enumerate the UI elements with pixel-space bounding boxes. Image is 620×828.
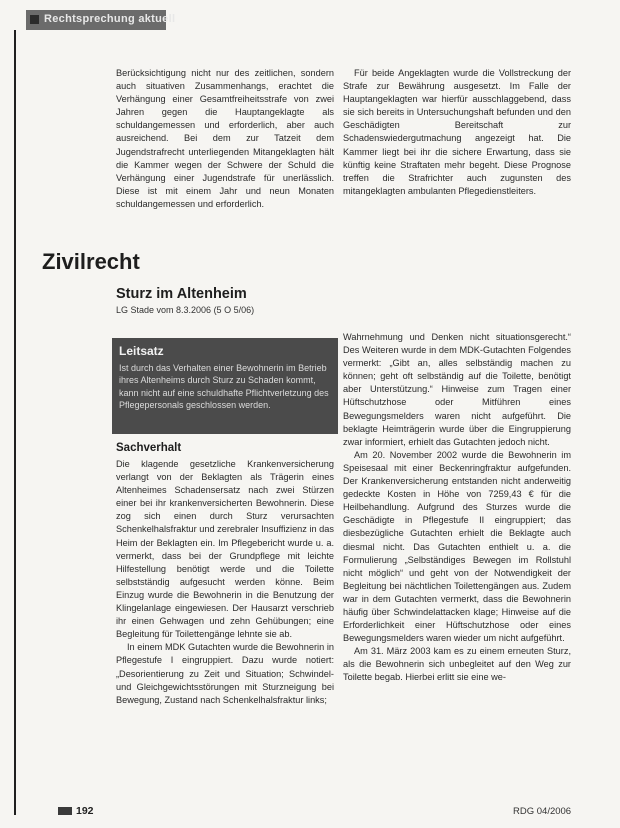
- paragraph: Wahrnehmung und Denken nicht situationsgerecht.“ Des Weiteren wurde in dem MDK-Gutachten Folgendes vermerkt: „Gibt an, alles selbständig machen zu können; geht oft selbständig auf die Toilette, benötigt aber Unterstützung.“ Hinweise zum Tragen einer Hüftschutzhose oder Mitführen eines Bewegungsmelders waren nicht aufgeführt. Die beklagte Heimträgerin wurde über die Eingruppierung zwar informiert, erhielt das Gutachten jedoch nicht.: [343, 332, 571, 447]
- paragraph: Am 31. März 2003 kam es zu einem erneuten Sturz, als die Bewohnerin sich unbegleitet auf den Weg zur Toilette begab. Hierbei erlitt sie eine we-: [343, 646, 571, 683]
- section-header: [26, 10, 176, 30]
- sachverhalt-heading: Sachverhalt: [116, 442, 182, 454]
- paragraph: Berücksichtigung nicht nur des zeitlichen, sondern auch situativen Zusammenhangs, erachtet die Verhängung einer Gesamtfreiheitsstrafe von zwei Jahren gegen die Hauptangeklagte als schuldangemessen und erforderlich, aber auch ausreichend. Bei dem zur Tatzeit dem Jugendstrafrecht unterliegenden Mitangeklagten hält die Kammer wegen der Schwere der Schuld die Verhängung einer Jugendstrafe für unerlässlich. Diese ist mit einem Jahr und neun Monaten schuldangemessen und erforderlich.: [116, 68, 334, 209]
- leitsatz-heading: Leitsatz: [119, 344, 164, 358]
- right-column-body: [343, 331, 571, 685]
- header-label: Rechtsprechung aktuell: [44, 13, 176, 25]
- page-number: 192: [76, 805, 94, 817]
- journal-issue: RDG 04/2006: [513, 806, 572, 817]
- paragraph: Am 20. November 2002 wurde die Bewohnerin im Speisesaal mit einer Beckenringfraktur aufgefunden. Der Krankenversicherung entstanden nicht anderweitig gedeckte Kosten in Höhe von 7259,43 € für die Heilbehandlung. Aufgrund des Sturzes wurde die Geschädigte in Pflegestufe II eingruppiert; das diesbezügliche Gutachten erhielt die Beklagte auch diesmal nicht. Das Gutachten enthielt u. a. die Formulierung „Selbständiges Bewegen im Rollstuhl nicht möglich“ und geht von der Notwendigkeit der Begleitung bei nächtlichen Toilettengängen aus. Zudem war in dem Gutachten vermerkt, dass die Bewohnerin häufig über Schwindelattacken klage; Hinweise auf die Erforderlichkeit einer Hüftschutzhose oder eines Bewegungsmelders waren wieder um nicht aufgeführt.: [343, 449, 571, 644]
- leitsatz-text: Ist durch das Verhalten einer Bewohnerin im Betrieb ihres Altenheims durch Sturz zu Schaden kommt, kann nicht auf eine schuldhafte Pflichtverletzung des Pflegepersonals geschlossen werden.: [119, 363, 329, 411]
- left-margin-rule: [14, 30, 16, 815]
- sachverhalt-body: [116, 458, 334, 707]
- case-source: LG Stade vom 8.3.2006 (5 O 5/06): [116, 305, 255, 315]
- top-right-column: [343, 67, 571, 198]
- header-square-icon: [30, 15, 39, 24]
- leitsatz-box: [112, 338, 338, 434]
- case-title: Sturz im Altenheim: [116, 286, 247, 302]
- paragraph: In einem MDK Gutachten wurde die Bewohnerin in Pflegestufe I eingruppiert. Dazu wurde notiert: „Desorientierung zu Zeit und Situation; Schwindel- und Gleichgewichtsstörungen mit Sturzneigung bei Bewegung, Zustand nach Schenkelhalsfraktur links;: [116, 642, 334, 705]
- paragraph: Für beide Angeklagten wurde die Vollstreckung der Strafe zur Bewährung ausgesetzt. Im Falle der Hauptangeklagten war hierfür ausschlaggebend, dass sie sich bereits in Untersuchungshaft befunden und den Geschädigten Bereitschaft zur Schadenswiedergutmachung angezeigt hat. Die Kammer liegt bei ihr die sichere Erwartung, dass sie künftig keine Straftaten mehr begeht. Diese Prognose treffen die Strafrichter auch zugunsten des mitangeklagten ambulanten Pflegedienstleiters.: [343, 68, 571, 196]
- section-title: Zivilrecht: [42, 249, 140, 274]
- paragraph: Die klagende gesetzliche Krankenversicherung verlangt von der Beklagten als Trägerin eines Altenheimes Schadensersatz nach zwei Stürzen einer bei ihr krankenversicherten Bewohnerin. Diese zog sich einen durch Sturz verursachten Schenkelhalsfraktur und zerebraler Insuffizienz in das Heim der Beklagten ein. Im Pflegebericht wurde u. a. vermerkt, dass bei der Grundpflege mit leichte Hilfestellung benötigt werde und die Toilette selbstständig aufgesucht werden könne. Beim Einzug wurde die Bewohnerin in die Benutzung der Klingelanlage eingewiesen. Der Hausarzt verschrieb ihr einen Gehwagen und zehn Gehübungen; eine Begleitung für Toilettengänge lehnte sie ab.: [116, 459, 334, 640]
- top-left-column: [116, 67, 334, 211]
- page-number-mark: [58, 807, 72, 815]
